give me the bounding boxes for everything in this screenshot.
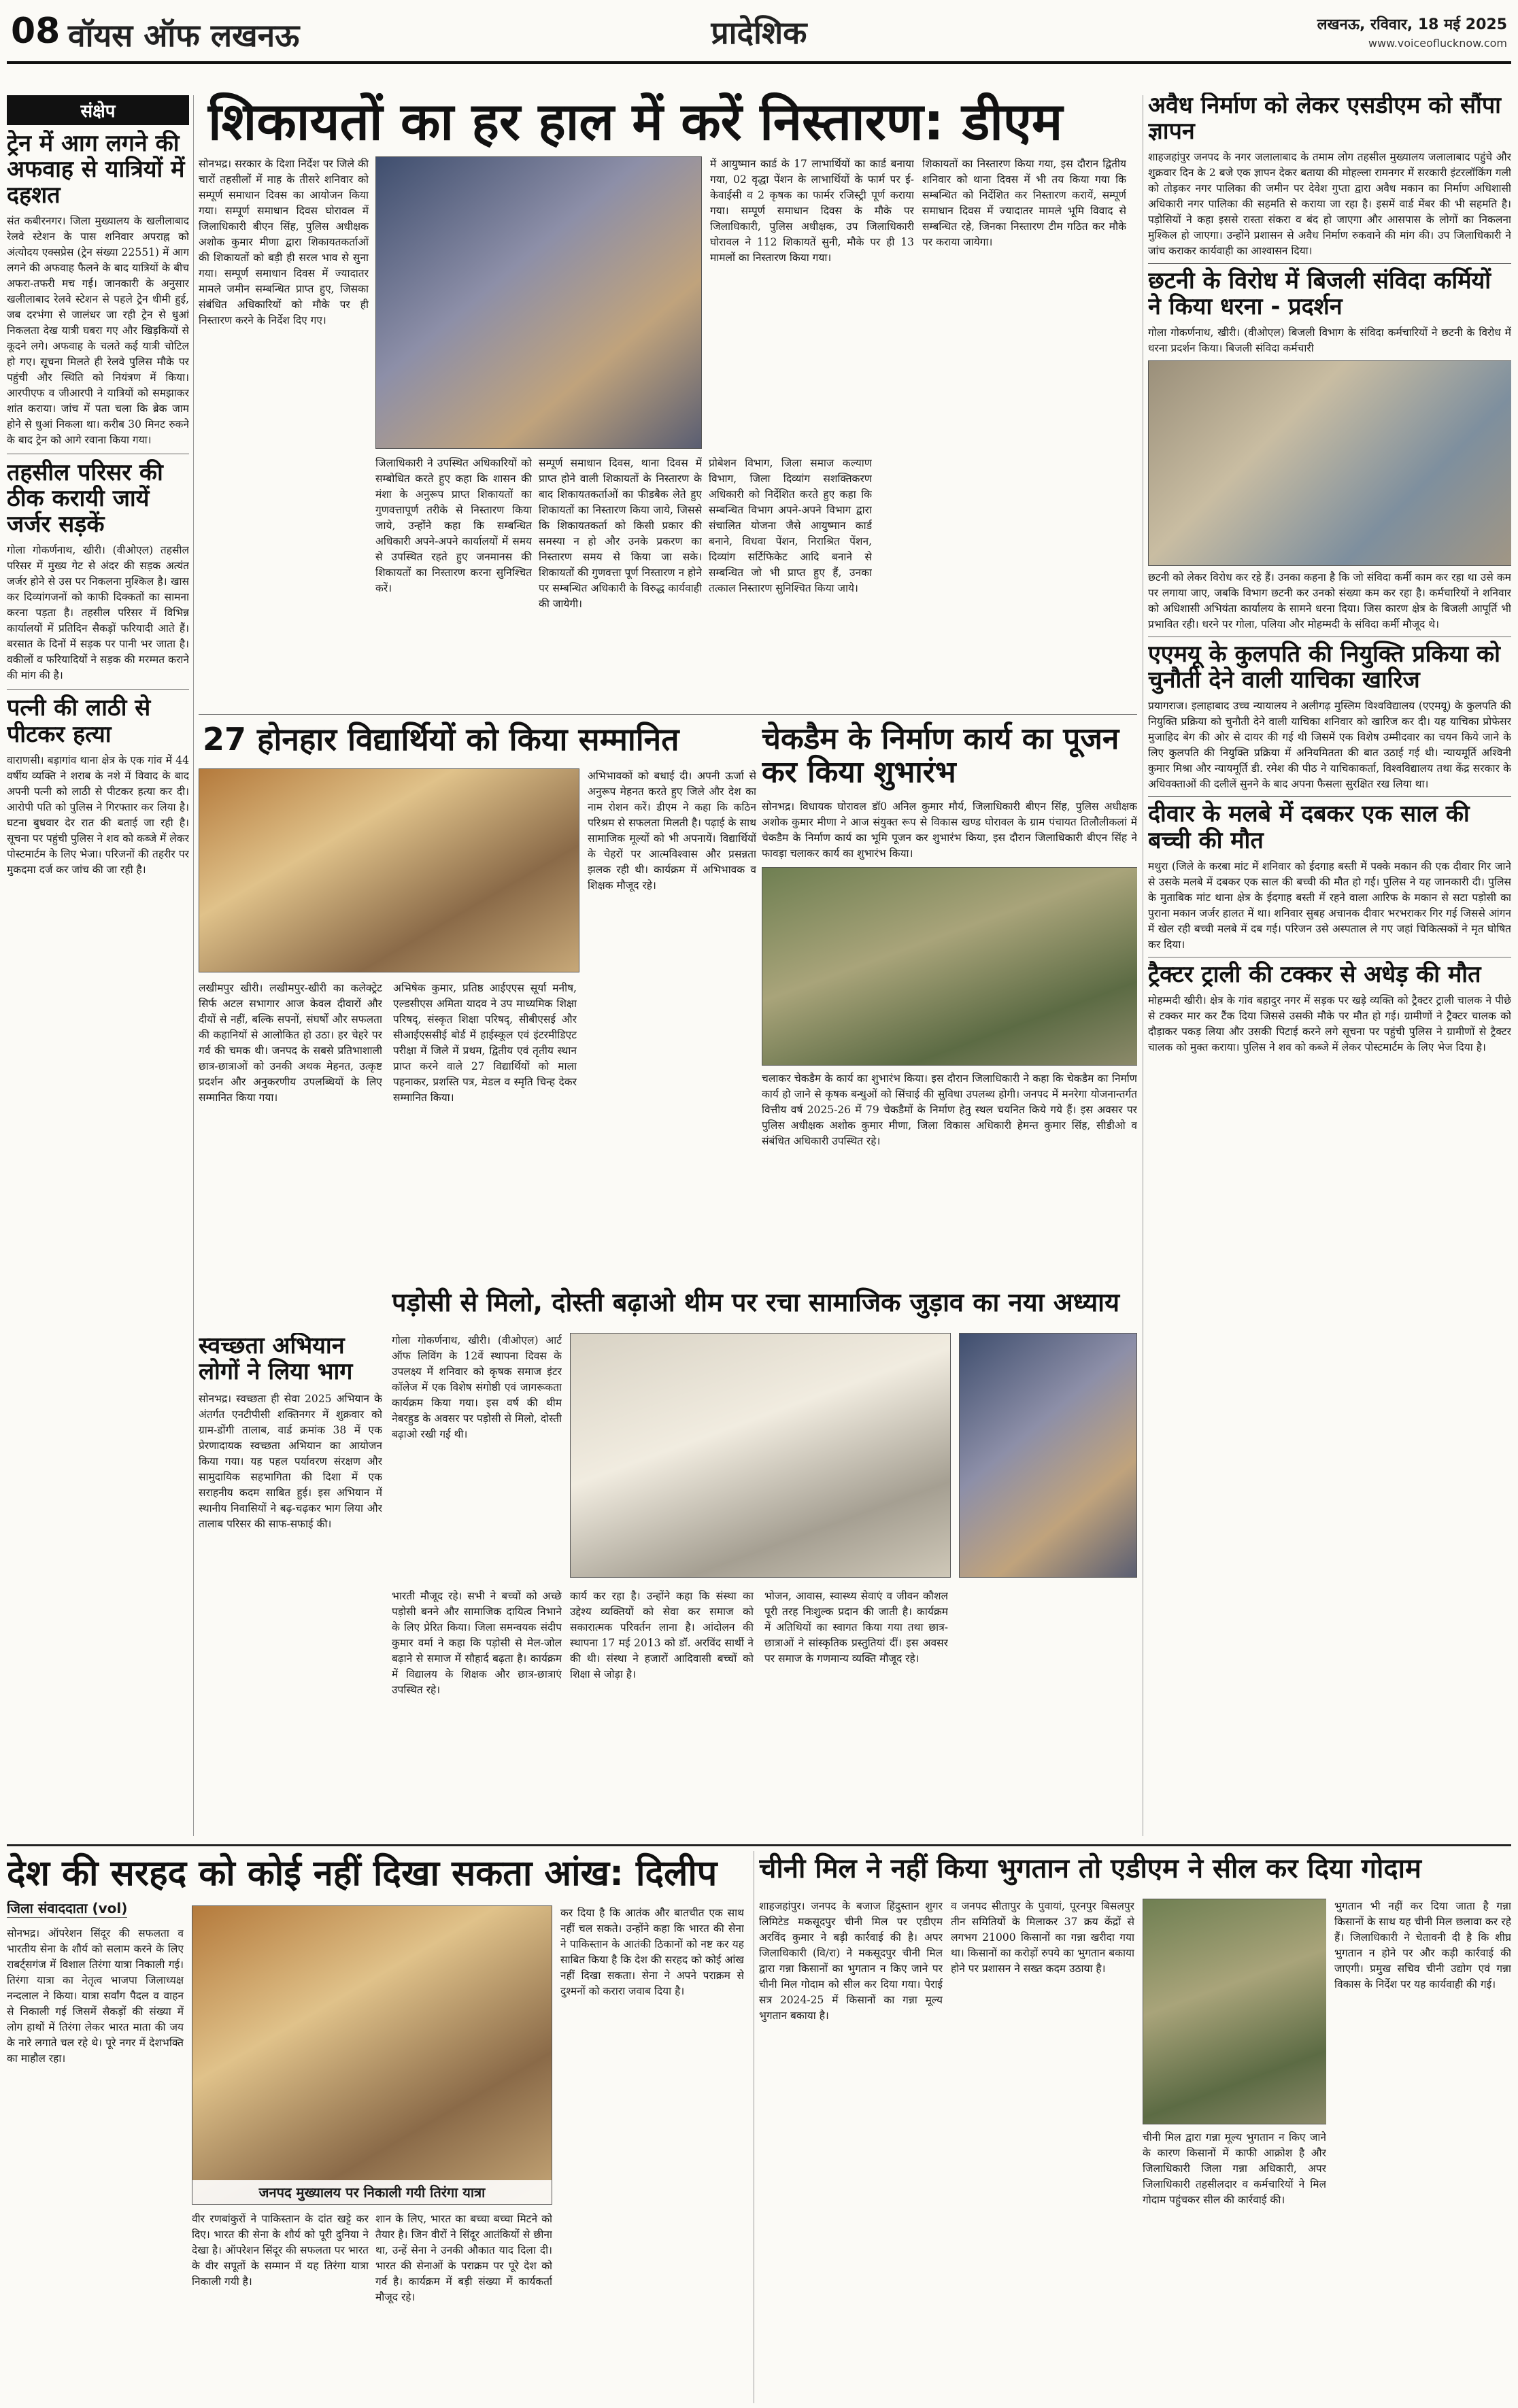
column-rule xyxy=(193,95,194,1836)
right-column xyxy=(1148,92,1511,1840)
awards-col3: अभिभावकों को बधाई दी। अपनी ऊर्जा से अनुरूप मेहनत करते हुए जिले और देश का नाम रोशन करें। डीएम ने कहा कि कठिन परिश्रम से सफलता मिलती है। पढ़ाई के साथ सामाजिक मूल्यों को भी अपनायें। विद्यार्थियों के चेहरों पर आत्मविश्वास और प्रसन्नता झलक रही थी। कार्यक्रम में अभिभावक व शिक्षक मौजूद रहे। xyxy=(588,770,756,892)
checkdam-photo-ground-breaking xyxy=(762,867,1137,1066)
encroachment-body: शाहजहांपुर जनपद के नगर जलालाबाद के तमाम लोग तहसील मुख्यालय जलालाबाद पहुंचे और शुक्रवार दिन के 2 बजे एक ज्ञापन देकर बताया की मोहल्ला रामनगर में सरकारी इंटरलॉकिंग गली को तोड़कर नगर पालिका की जमीन पर देवेश गुप्ता द्वारा अवैध मकान का निर्माण अधिशासी अधिकारी नगर पालिका की सहमति से कराया जा रहा है। इसमें वार्ड मेंबर की भी सहमति है। पड़ोसियों ने कहा इससे रास्ता संकरा व बंद हो जाएगा और आसपास के लोगों का निकलना मुश्किल हो जाएगा। उन्होंने प्रशासन से अवैध निर्माण रुकवाने की मांग की। उप जिलाधिकारी ने जांच कराकर कार्यवाही का आश्वासन दिया। xyxy=(1148,151,1511,258)
swachh-headline: स्वच्छता अभियान लोगों ने लिया भाग xyxy=(199,1333,353,1386)
masthead xyxy=(0,0,1518,65)
tiranga-photo-caption: जनपद मुख्यालय पर निकाली गयी तिरंगा यात्रा xyxy=(192,2180,552,2204)
checkdam-body1: सोनभद्र। विधायक घोरावल डॉ0 अनिल कुमार मौर्य, जिलाधिकारी बीएन सिंह, पुलिस अधीक्षक अशोक कुमार मीणा ने आज संयुक्त रूप से विकास खण्ड घोरावल के ग्राम पंचायत तिलौलीकलां में चेकडैम के निर्माण कार्य का भूमि पूजन कर शुभारंभ किया, इस दौरान जिलाधिकारी बीएन सिंह ने फावड़ा चलाकर कार्य का शुभारंभ किया। xyxy=(762,800,1137,860)
checkdam-body2: चलाकर चेकडैम के कार्य का शुभारंभ किया। इस दौरान जिलाधिकारी ने कहा कि चेकडैम का निर्माण कार्य हो जाने से कृषक बन्धुओं को सिंचाई की सुविधा उपलब्ध होगी। जनपद में मनरेगा योजनान्तर्गत वित्तीय वर्ष 2025-26 में 79 चेकडैमों के निर्माण हेतु स्थल चयनित किये गये हैं। इस अवसर पर पुलिस अधीक्षक अशोक कुमार मीणा, जिला विकास अधिकारी हेमन्त कुमार सिंह, सीडीओ व संबंधित अधिकारी उपस्थित रहे। xyxy=(762,1072,1137,1147)
padosi-headline: पड़ोसी से मिलो, दोस्ती बढ़ाओ थीम पर रचा सामाजिक जुड़ाव का नया अध्याय xyxy=(392,1287,1119,1317)
brief-body-tehsil-roads: गोला गोकर्णनाथ, खीरी। (वीओएल) तहसील परिसर में मुख्य गेट से अंदर की सड़क अत्यंत जर्जर होने से उस पर निकलना मुश्किल है। खास कर दिव्यांगजनों को काफी दिक्कतों का सामना करना पड़ता है। तहसील परिसर में विभिन्न कार्यालयों में प्रतिदिन सैकड़ों फरियादी आते हैं। बरसात के दिनों में सड़क पर पानी भर जाता है। वकीलों व फरियादियों ने सड़क की मरम्मत कराने की मांग की है। xyxy=(7,544,189,682)
sugar-mill-headline: चीनी मिल ने नहीं किया भुगतान तो एडीएम ने सील कर दिया गोदाम xyxy=(759,1853,1421,1884)
lead-col4: प्रोबेशन विभाग, जिला समाज कल्याण विभाग, जिला दिव्यांग सशक्तिकरण अधिकारी को निर्देशित करते हुए कहा कि सम्बन्धित विभाग अपने-अपने विभाग द्वारा संचालित योजना जैसे आयुष्मान कार्ड बनाने, विधवा पेंशन, निराश्रित पेंशन, दिव्यांग सर्टिफिकेट आदि बनाने से सम्बन्धित जो भी प्राप्त हुए हैं, उनका तत्काल निस्तारण सुनिश्चित किया जाये। xyxy=(709,457,872,594)
awards-col2: अभिषेक कुमार, प्रतिष्ठ आईएएस सूर्या मनीष, एल्डसीएस अमिता यादव ने उप माध्यमिक शिक्षा परिषद्, संस्कृत शिक्षा परिषद्, सीबीएसई और सीआईएससीई बोर्ड में हाईस्कूल एवं इंटरमीडिएट परीक्षा में जिले में प्रथम, द्वितीय एवं तृतीय स्थान प्राप्त करने वाले 27 विद्यार्थियों को माला पहनाकर, प्रशस्ति पत्र, मेडल व स्मृति चिन्ह देकर सम्मानित किया। xyxy=(393,982,577,1104)
protest-photo-workers xyxy=(1148,360,1511,566)
lead-col2: जिलाधिकारी ने उपस्थित अधिकारियों को सम्बोधित करते हुए कहा कि शासन की मंशा के अनुरूप प्राप्त शिकायतों का गुणवत्तापूर्ण तरीके से निस्तारण किया जाये, उन्होंने कहा कि सम्बन्धित अधिकारी अपने-अपने कार्यालयों में समय से उपस्थित रहते हुए जनमानस की शिकायतों का निस्तारण करना सुनिश्चित करें। xyxy=(375,457,532,594)
lead-story xyxy=(199,88,1137,714)
awards-photo-students xyxy=(199,768,579,972)
protest-headline: छटनी के विरोध में बिजली संविदा कर्मियों ने किया धरना - प्रदर्शन xyxy=(1148,267,1491,321)
tiranga-col2: कर दिया है कि आतंक और बातचीत एक साथ नहीं चल सकते। उन्होंने कहा कि भारत की सेना ने पाकिस्तान के आतंकी ठिकानों को नष्ट कर यह साबित किया है कि देश की सरहद को कोई आंख नहीं दिखा सकता। सेना ने अपने पराक्रम से दुश्मनों को करारा जवाब दिया है। xyxy=(560,1907,744,1997)
paper-name: वॉयस ऑफ लखनऊ xyxy=(68,17,300,54)
lead-col6: शिकायतों का निस्तारण किया गया, इस दौरान द्वितीय शनिवार को थाना दिवस में भी तय किया गया कि सम्बन्धित को निर्देशित कर निस्तारण करायें, सम्पूर्ण समाधान दिवस में ज्यादातर मामले भूमि विवाद से सम्बन्धित रहे, जिनका निस्तारण टीम गठित कर मौके पर कराया जायेगा। xyxy=(922,158,1126,248)
lead-col5: में आयुष्मान कार्ड के 17 लाभार्थियों का कार्ड बनाया गया, 02 वृद्धा पेंशन के लाभार्थियों के फार्म पर ई-केवाईसी व 2 कृषक का फार्मर रजिस्ट्री पूर्ण कराया गया। सम्पूर्ण समाधान दिवस के मौके पर जिलाधिकारी, पुलिस अधीक्षक, उप जिलाधिकारी घोरावल ने 112 शिकायतें सुनी, मौके पर ही 13 मामलों का निस्तारण किया गया। xyxy=(710,158,914,264)
lead-photo-grievance-meeting xyxy=(375,156,702,449)
awards-story xyxy=(199,719,756,1338)
padosi-col1: गोला गोकर्णनाथ, खीरी। (वीओएल) आर्ट ऑफ लिविंग के 12वें स्थापना दिवस के उपलक्ष्य में शनिवार को कृषक समाज इंटर कॉलेज में एक विशेष संगोष्ठी एवं जागरूकता कार्यक्रम किया गया। इस वर्ष की थीम नेबरहुड के अवसर पर पड़ोसी से मिलो, दोस्ती बढ़ाओ रखी गई थी। xyxy=(392,1334,562,1440)
protest-lead: गोला गोकर्णनाथ, खीरी। (वीओएल) बिजली विभाग के संविदा कर्मचारियों ने छटनी के विरोध में धरना प्रदर्शन किया। बिजली संविदा कर्मचारी xyxy=(1148,326,1511,355)
brief-divider xyxy=(7,689,189,690)
padosi-photo-students-stage xyxy=(959,1333,1137,1578)
wall-collapse-body: मथुरा (जिले के करबा मांट में शनिवार को ईदगाह बस्ती में पक्के मकान की एक दीवार गिर जाने से उसके मलबे में दबकर एक साल की बच्ची की मौत हो गई। पुलिस ने यह जानकारी दी। पुलिस के मुताबिक मांट थाना क्षेत्र के ईदगाह बस्ती में रहने वाला आरिफ के मकान से सटा पड़ोसी का पुराना मकान जर्जर हालत में था। शनिवार सुबह अचानक दीवार भरभराकर गिर गई जिससे आंगन में खेल रही बच्ची मलबे में दब गई। परिजन उसे अस्पताल ले गए जहां चिकित्सकों ने मृत घोषित कर दिया। xyxy=(1148,860,1511,951)
padosi-story xyxy=(392,1285,1137,1843)
lead-col1: सोनभद्र। सरकार के दिशा निर्देश पर जिले की चारों तहसीलों में माह के तीसरे शनिवार को सम्पूर्ण समाधान दिवस का आयोजन किया गया। सम्पूर्ण समाधान दिवस घोरावल में जिलाधिकारी बीएन सिंह, पुलिस अधीक्षक अशोक कुमार मीणा द्वारा शिकायतकर्ताओं की शिकायतों को बड़ी ही सरल भाव से सुना गया। सम्पूर्ण समाधान दिवस में ज्यादातर मामले जमीन सम्बन्धित प्राप्त हुए, जिसका संबंधित अधिकारियों को मौके पर ही निस्तारण करने के निर्देश दिए गए। xyxy=(199,158,369,326)
section-rule xyxy=(199,714,1137,715)
lead-col3: सम्पूर्ण समाधान दिवस, थाना दिवस में प्राप्त होने वाली शिकायतों के निस्तारण के बाद शिकायतकर्ताओं का फीडबैक लेते हुए शिकायतों का निस्तारण किया जाये, जिससे कि शिकायतकर्ता को किसी प्रकार की समस्या न हो और उनके प्रकरण का निस्तारण समय से किया जा सके। शिकायतों की गुणवत्ता पूर्ण निस्तारण न होने पर सम्बन्धित अधिकारी के विरुद्ध कार्यवाही की जायेगी। xyxy=(539,457,702,610)
checkdam-headline: चेकडैम के निर्माण कार्य का पूजन कर किया शुभारंभ xyxy=(762,722,1119,790)
checkdam-story xyxy=(762,719,1137,1291)
dateline: लखनऊ, रविवार, 18 मई 2025 xyxy=(1317,16,1507,33)
brief-headline-wife-murder: पत्नी की लाठी से पीटकर हत्या xyxy=(7,694,151,748)
padosi-col4: भोजन, आवास, स्वास्थ्य सेवाएं व जीवन कौशल पूरी तरह निःशुल्क प्रदान की जाती है। कार्यक्रम में अतिथियों का स्वागत किया गया तथा छात्र-छात्राओं ने सांस्कृतिक प्रस्तुतियां दीं। इस अवसर पर समाज के गणमान्य व्यक्ति मौजूद रहे। xyxy=(764,1590,948,1665)
brief-body-fire-rumor: संत कबीरनगर। जिला मुख्यालय के खलीलाबाद रेलवे स्टेशन के पास शनिवार अपराह्न को अंत्योदय एक्सप्रेस (ट्रेन संख्या 22551) में आग लगने की अफवाह फैलने के बाद यात्रियों के बीच अफरा-तफरी मच गई। जानकारी के अनुसार खलीलाबाद रेलवे स्टेशन से पहले ट्रेन धीमी हुई, जब दरभंगा से जालंधर जा रही ट्रेन से धुआं निकलता देख यात्री घबरा गए और खिड़कियों से कूदने लगे। अफवाह के चलते कई यात्री चोटिल हो गए। सूचना मिलते ही रेलवे पुलिस मौके पर पहुंची और स्थिति को नियंत्रण में किया। आरपीएफ व जीआरपी ने यात्रियों को समझाकर शांत कराया। जांच में पता चला कि ब्रेक जाम होने से धुआं निकला था। करीब 30 मिनट रुकने के बाद ट्रेन को आगे रवाना किया गया। xyxy=(7,215,189,447)
padosi-col2: भारती मौजूद रहे। सभी ने बच्चों को अच्छे पड़ोसी बनने और सामाजिक दायित्व निभाने के लिए प्रेरित किया। जिला समन्वयक संदीप कुमार वर्मा ने कहा कि पड़ोसी से मेल-जोल बढ़ाने से समाज में सौहार्द बढ़ता है। कार्यक्रम में विद्यालय के शिक्षक और छात्र-छात्राएं उपस्थित रहे। xyxy=(392,1590,562,1696)
page-number: 08 xyxy=(11,11,61,52)
tiranga-col3: शान के लिए, भारत का बच्चा बच्चा मिटने को तैयार है। जिन वीरों ने सिंदूर आतंकियों से छीना था, उन्हें सेना ने उनकी औकात याद दिला दी। भारत की सेनाओं के पराक्रम पर पूरे देश को गर्व है। कार्यक्रम में बड़ी संख्या में कार्यकर्ता मौजूद रहे। xyxy=(375,2213,552,2303)
brief-headline-tehsil-roads: तहसील परिसर की ठीक करायी जायें जर्जर सड़कें xyxy=(7,459,163,539)
sugar-mill-photo-officials xyxy=(1143,1899,1326,2124)
awards-col1: लखीमपुर खीरी। लखीमपुर-खीरी का कलेक्ट्रेट सिर्फ अटल सभागार आज केवल दीवारों और दीयों से नहीं, बल्कि सपनों, संघर्षों और सफलता की कहानियों से आलोकित हो उठा। हर चेहरे पर गर्व की चमक थी। जनपद के सबसे प्रतिभाशाली छात्र-छात्राओं को उनकी अथक मेहनत, उत्कृष्ट प्रदर्शन और अनुकरणीय उपलब्धियों के लिए सम्मानित किया गया। xyxy=(199,982,382,1104)
brief-body-wife-murder: वाराणसी। बड़ागांव थाना क्षेत्र के एक गांव में 44 वर्षीय व्यक्ति ने शराब के नशे में विवाद के बाद अपनी पत्नी को लाठी से पीटकर हत्या कर दी। आरोपी पति को पुलिस ने गिरफ्तार कर लिया है। घटना बुधवार देर रात की बताई जा रही है। सूचना पर पहुंची पुलिस ने शव को कब्जे में लेकर पोस्टमार्टम के लिए भेजा। परिजनों की तहरीर पर मुकदमा दर्ज कर जांच की जा रही है। xyxy=(7,753,189,876)
swachh-body: सोनभद्र। स्वच्छता ही सेवा 2025 अभियान के अंतर्गत एनटीपीसी शक्तिनगर में शुक्रवार को ग्राम-डोंगी तालाब, वार्ड क्रमांक 38 में एक प्रेरणादायक स्वच्छता अभियान का आयोजन किया गया। यह पहल पर्यावरण संरक्षण और सामुदायिक सहभागिता की दिशा में एक सराहनीय कदम साबित हुई। इस अभियान में स्थानीय निवासियों ने बढ़-चढ़कर भाग लिया और तालाब परिसर की साफ-सफाई की। xyxy=(199,1393,382,1531)
sugar-mill-col4: चीनी मिल द्वारा गन्ना मूल्य भुगतान न किए जाने के कारण किसानों में काफी आक्रोश है और जिलाधिकारी जिला गन्ना अधिकारी, अपर जिलाधिकारी तहसीलदार व कर्मचारियों ने मिल गोदाम पहुंचकर सील की कार्रवाई की। xyxy=(1143,2131,1326,2206)
padosi-col3: कार्य कर रहा है। उन्होंने कहा कि संस्था का उद्देश्य व्यक्तियों को सेवा कर समाज को सकारात्मक परिवर्तन लाना है। आंदोलन की स्थापना 17 मई 2013 को डॉ. अरविंद सार्थी ने की थी। संस्था ने हजारों आदिवासी बच्चों को शिक्षा से जोड़ा है। xyxy=(570,1590,754,1680)
sugar-mill-col3: भुगतान भी नहीं कर दिया जाता है गन्ना किसानों के साथ यह चीनी मिल छलावा कर रहे हैं। जिलाधिकारी ने चेतावनी दी है कि शीघ्र भुगतान न होने पर और कड़ी कार्रवाई की जाएगी। प्रमुख सचिव चीनी उद्योग एवं गन्ना विकास के निर्देश पर यह कार्यवाही की गई। xyxy=(1334,1900,1511,1990)
tiranga-photo-rally xyxy=(192,1905,552,2205)
masthead-rule xyxy=(7,61,1511,64)
section-title: प्रादेशिक xyxy=(711,14,807,51)
sugar-mill-col1: शाहजहांपुर। जनपद के बजाज हिंदुस्तान शुगर लिमिटेड मकसूदपुर चीनी मिल पर एडीएम अरविंद कुमार ने बड़ी कार्रवाई की है। अपर जिलाधिकारी (वि/रा) ने मकसूदपुर चीनी मिल द्वारा गन्ना किसानों का भुगतान न किए जाने पर चीनी मिल गोदाम को सील कर दिया गया। पेराई सत्र 2024-25 में किसानों का गन्ना मूल्य भुगतान बकाया है। xyxy=(759,1900,943,2022)
sugar-mill-col2: व जनपद सीतापुर के पुवायां, पूरनपुर बिसलपुर तीन समितियों के मिलाकर 37 क्रय केंद्रों से लगभग 21000 किसानों का गन्ना खरीदा गया था। किसानों का करोड़ों रुपये का भुगतान बकाया होने पर प्रशासन ने सख्त कदम उठाया है। xyxy=(951,1900,1134,1975)
amu-body: प्रयागराज। इलाहाबाद उच्च न्यायालय ने अलीगढ़ मुस्लिम विश्वविद्यालय (एएमयू) के कुलपति की नियुक्ति प्रक्रिया को चुनौती देने वाली याचिका शनिवार को खारिज कर दी। यह याचिका प्रोफेसर मुजाहिद बेग की ओर से दायर की गई थी जिसमें एक विशेष उम्मीदवार का चयन किये जाने के लिए कुलपति की नियुक्ति प्रक्रिया में अनियमितता की बात उठाई गई थी। न्यायमूर्ति अश्विनी कुमार मिश्रा और न्यायमूर्ति डी. रमेश की पीठ ने याचिकाकर्ता, विश्वविद्यालय तथा केंद्र सरकार के अधिवक्ताओं की दलीलें सुनने के बाद अपना फैसला सुरक्षित रख लिया था। xyxy=(1148,700,1511,791)
sugar-mill-story xyxy=(759,1851,1511,2403)
tractor-body: मोहम्मदी खीरी। क्षेत्र के गांव बहादुर नगर में सड़क पर खड़े व्यक्ति को ट्रैक्टर ट्राली चालक ने पीछे से टक्कर मार कर टैंक दिया जिससे उसकी मौके पर मौत हो गई। ग्रामीणों ने ट्रैक्टर चालक को दौड़ाकर पकड़ लिया और उसकी पिटाई करने लगे सूचना पर पहुंची पुलिस ने ग्रामीणों से ट्रैक्टर चालक को मुक्त कराया। पुलिस ने शव को कब्जे में लेकर पोस्टमार्टम के लिए भेज दिया है। xyxy=(1148,994,1511,1053)
bottom-section-rule xyxy=(7,1844,1511,1846)
encroachment-headline: अवैध निर्माण को लेकर एसडीएम को सौंपा ज्ञापन xyxy=(1148,92,1501,146)
website: www.voiceoflucknow.com xyxy=(1368,37,1507,50)
brief-headline-fire-rumor: ट्रेन में आग लगने की अफवाह से यात्रियों में दहशत xyxy=(7,130,185,209)
awards-headline: 27 होनहार विद्यार्थियों को किया सम्मानित xyxy=(203,721,679,758)
lead-headline: शिकायतों का हर हाल में करें निस्तारण: डीएम xyxy=(208,91,1063,152)
protest-body: छटनी को लेकर विरोध कर रहे हैं। उनका कहना है कि जो संविदा कर्मी काम कर रहा था उसे कम पर लगाया जाए, जबकि विभाग छटनी कर उनको संख्या कम कर रहा है। कर्मचारियों ने शनिवार को अधिशासी अभियंता कार्यालय के सामने धरना दिया। जिस कारण क्षेत्र के बिजली आपूर्ति भी प्रभावित रही। धरने पर गोला, पलिया और मोहम्मदी के संविदा कर्मी मौजूद थे। xyxy=(1148,571,1511,631)
wall-collapse-headline: दीवार के मलबे में दबकर एक साल की बच्ची की मौत xyxy=(1148,800,1470,854)
swachh-story xyxy=(199,1333,382,1768)
tiranga-col4: वीर रणबांकुरों ने पाकिस्तान के दांत खट्टे कर दिए। भारत की सेना के शौर्य को पूरी दुनिया ने देखा है। ऑपरेशन सिंदूर की सफलता पर भारत के वीर सपूतों के सम्मान में यह तिरंगा यात्रा निकाली गयी है। xyxy=(192,2213,369,2288)
sidebar-briefs xyxy=(7,95,189,1836)
tiranga-story xyxy=(7,1851,748,2403)
amu-headline: एएमयू के कुलपति की नियुक्ति प्रकिया को चुनौती देने वाली याचिका खारिज xyxy=(1148,641,1500,694)
tractor-headline: ट्रैक्टर ट्राली की टक्कर से अधेड़ की मौत xyxy=(1148,960,1481,988)
tiranga-byline: जिला संवाददाता (vol) xyxy=(7,1900,128,1917)
sidebar-label: संक्षेप xyxy=(7,95,189,125)
tiranga-col1: सोनभद्र। ऑपरेशन सिंदूर की सफलता व भारतीय सेना के शौर्य को सलाम करने के लिए राबर्ट्सगंज में विशाल तिरंगा यात्रा निकाली गई। तिरंगा यात्रा का नेतृत्व भाजपा जिलाध्यक्ष नन्दलाल ने किया। यात्रा सर्वांग पैदल व वाहन से निकाली गई जिसमें सैकड़ों की संख्या में लोग हाथों में तिरंगा लेकर भारत माता की जय के नारे लगाते चल रहे थे। पूरे नगर में देशभक्ति का माहौल रहा। xyxy=(7,1927,184,2065)
tiranga-headline: देश की सरहद को कोई नहीं दिखा सकता आंख: दिलीप xyxy=(7,1853,718,1894)
padosi-photo-seminar xyxy=(570,1333,951,1578)
